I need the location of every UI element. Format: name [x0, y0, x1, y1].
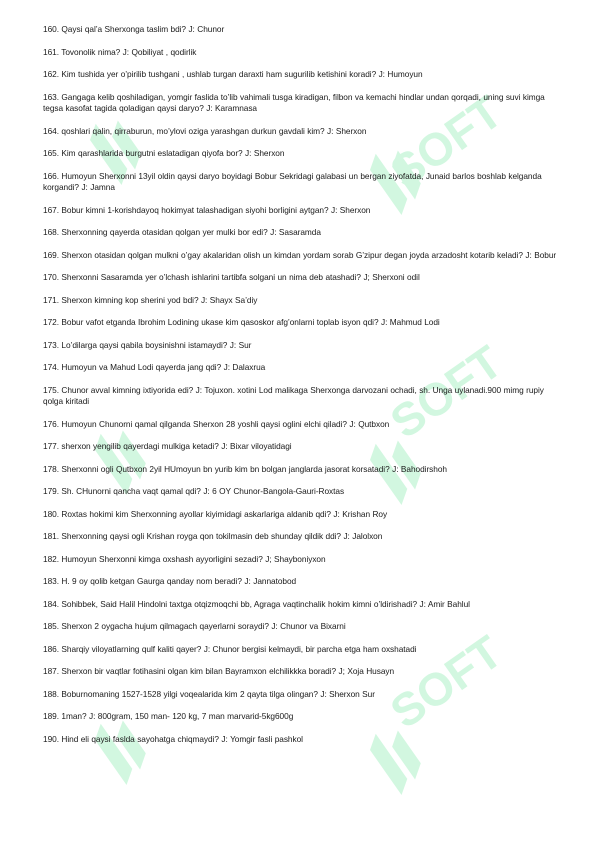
- qa-item-176: 176. Humoyun Chunorni qamal qilganda Sherxon 28 yoshli qaysi oglini elchi qiladi? J: Qutbxon: [43, 418, 390, 429]
- qa-item-163: 163. Gangaga kelib qoshiladigan, yomgir faslida to’lib vahimali tusga kiradigan, filbon va kemachi hindlar undan qorqadi, uning suvi kimga tegsa kasofat tagida qoladigan qaysi daryo? J: Karamnasa: [43, 91, 545, 113]
- watermark-text-1: SOFT: [380, 85, 512, 199]
- qa-item-169: 169. Sherxon otasidan qolgan mulkni o’gay akalaridan olish un kimdan yordam sorab G’zipur degan joyda arzadosht kotarib keladi? J: Bobur: [43, 249, 557, 260]
- qa-item-185: 185. Sherxon 2 oygacha hujum qilmagach qayerlarni soraydi? J: Chunor va Bixarni: [43, 621, 346, 631]
- qa-item-183: 183. H. 9 oy qolib ketgan Gaurga qanday nom beradi? J: Jannatobod: [43, 576, 297, 586]
- qa-item-170: 170. Sherxonni Sasaramda yer o’lchash ishlarini tartibfa solgani un nima deb atashadi? J; Sherxoni odil: [43, 272, 420, 282]
- qa-item-178: 178. Sherxonni ogli Qutbxon 2yil HUmoyun bn yurib kim bn bolgan janglarda jasorat korsatadi? J: Bahodirshoh: [43, 463, 447, 474]
- qa-item-177: 177. sherxon yengilib qayerdagi mulkiga ketadi? J: Bixar viloyatidagi: [43, 441, 292, 451]
- qa-item-190: 190. Hind eli qaysi faslda sayohatga chiqmaydi? J: Yomgir fasli pashkol: [43, 733, 303, 744]
- qa-item-174: 174. Humoyun va Mahud Lodi qayerda jang qdi? J: Dalaxrua: [43, 362, 266, 372]
- watermark-text-2: SOFT: [380, 335, 512, 449]
- qa-item-180: 180. Roxtas hokimi kim Sherxonning ayollar kiyimidagi askarlariga aldanib qdi? J: Krishan Roy: [43, 508, 388, 519]
- qa-item-186: 186. Sharqiy viloyatlarning qulf kaliti qayer? J: Chunor bergisi kelmaydi, bir parcha etga ham oxshatadi: [43, 643, 417, 654]
- qa-item-167: 167. Bobur kimni 1-korishdayoq hokimyat talashadigan siyohi borligini aytgan? J: Sherxon: [43, 204, 371, 215]
- qa-list: [43, 24, 565, 756]
- qa-item-181: 181. Sherxonning qaysi ogli Krishan royga qon tokilmasin deb shunday qildik ddi? J: Jalolxon: [43, 531, 383, 541]
- qa-item-165: 165. Kim qarashlarida burgutni eslatadigan qiyofa bor? J: Sherxon: [43, 148, 285, 158]
- qa-item-173: 173. Lo’dilarga qaysi qabila boysinishni istamaydi? J: Sur: [43, 339, 252, 350]
- qa-item-162: 162. Kim tushida yer o’pirilib tushgani , ushlab turgan daraxti ham sugurilib ketishini koradi? J: Humoyun: [43, 69, 423, 79]
- qa-item-168: 168. Sherxonning qayerda otasidan qolgan yer mulki bor edi? J: Sasaramda: [43, 227, 321, 237]
- qa-item-184: 184. Sohibbek, Said Halil Hindolni taxtga otqizmoqchi bb, Agraga vaqtinchalik hokim kimni o’ldirishadi? J: Amir Bahlul: [43, 598, 470, 609]
- qa-item-161: 161. Tovonolik nima? J: Qobiliyat , qodirlik: [43, 46, 197, 57]
- qa-item-189: 189. 1man? J: 800gram, 150 man- 120 kg, 7 man marvarid-5kg600g: [43, 711, 294, 721]
- qa-item-160: 160. Qaysi qal’a Sherxonga taslim bdi? J: Chunor: [43, 24, 225, 34]
- qa-item-187: 187. Sherxon bir vaqtlar fotihasini olgan kim bilan Bayramxon elchilikkka boradi? J; Xoja Husayn: [43, 666, 395, 676]
- qa-item-172: 172. Bobur vafot etganda Ibrohim Lodining ukase kim qasoskor afg’onlarni toplab isyon qdi? J: Mahmud Lodi: [43, 317, 440, 327]
- qa-item-175: 175. Chunor avval kimning ixtiyorida edi? J: Tojuxon. xotini Lod malikaga Sherxonga darvozani ochadi, sh. Unga uylanadi.900 mimg rupiy qolga kiritadi: [43, 384, 544, 406]
- qa-item-179: 179. Sh. CHunorni qancha vaqt qamal qdi? J: 6 OY Chunor-Bangola-Gauri-Roxtas: [43, 486, 345, 496]
- qa-item-171: 171. Sherxon kimning kop sherini yod bdi? J: Shayx Sa’diy: [43, 294, 258, 305]
- qa-item-188: 188. Boburnomaning 1527-1528 yilgi voqealarida kim 2 qayta tilga olingan? J: Sherxon Sur: [43, 688, 375, 699]
- qa-item-182: 182. Humoyun Sherxonni kimga oxshash ayyorligini sezadi? J; Shayboniyxon: [43, 553, 326, 564]
- qa-item-164: 164. qoshlari qalin, qirraburun, mo’ylovi oziga yarashgan durkun gavdali kim? J: Sherxon: [43, 125, 367, 136]
- qa-item-166: 166. Humoyun Sherxonni 13yil oldin qaysi daryo boyidagi Bobur Sekridagi galabasi un bergan ziyofatda, Junaid barlos boshlab kelganda korgandi? J: Jamna: [43, 170, 542, 192]
- watermark-text-3: SOFT: [380, 625, 512, 739]
